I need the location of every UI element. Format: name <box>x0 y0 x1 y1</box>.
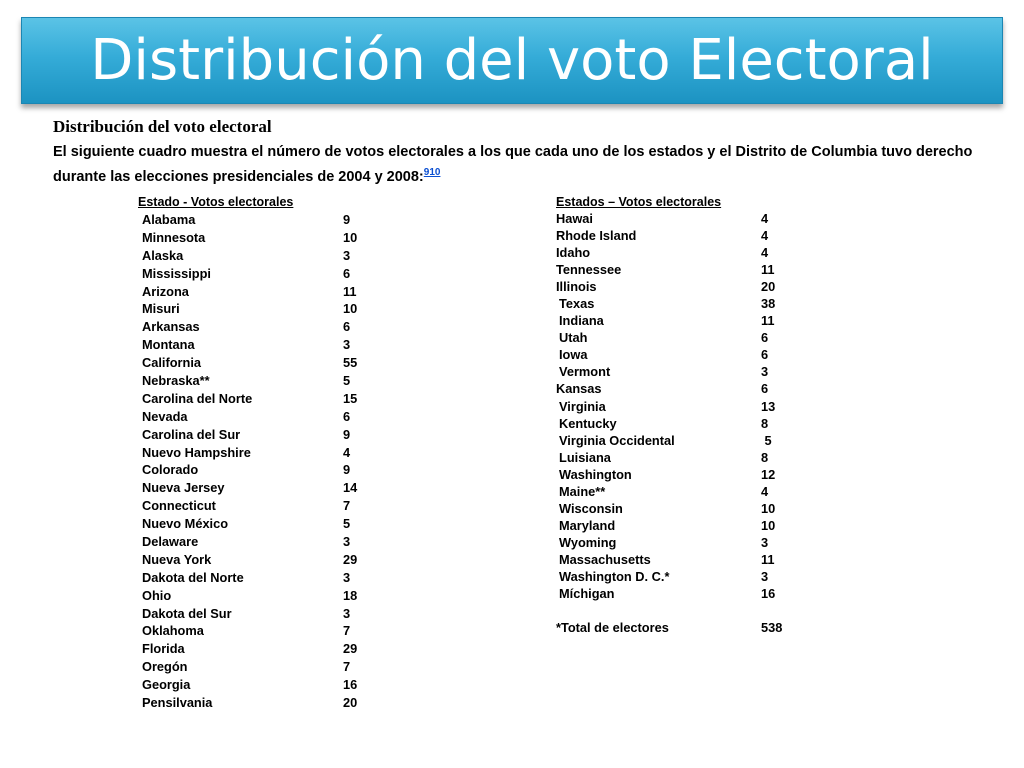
state-name: Massachusetts <box>559 551 651 567</box>
table-row <box>556 568 816 585</box>
slide-title-bar <box>21 17 1003 104</box>
table-row <box>556 346 816 363</box>
state-name: Maine** <box>559 483 606 499</box>
footnote-link[interactable]: 910 <box>423 167 441 178</box>
electoral-votes: 4 <box>761 483 769 499</box>
table-row <box>138 300 398 318</box>
table-row <box>138 426 398 444</box>
table-row <box>138 229 398 247</box>
state-name: Carolina del Sur <box>142 426 241 442</box>
state-name: Texas <box>559 296 595 312</box>
table-row <box>556 500 816 517</box>
state-name: Nebraska** <box>142 373 210 389</box>
state-name: Wisconsin <box>559 500 623 516</box>
electoral-votes: 6 <box>761 330 769 346</box>
state-name: Maryland <box>559 517 616 533</box>
electoral-votes: 3 <box>761 568 769 584</box>
electoral-votes: 6 <box>343 408 351 424</box>
electoral-votes: 5 <box>343 373 351 389</box>
table-row <box>138 640 398 658</box>
state-name: Pensilvania <box>142 695 213 711</box>
electoral-votes: 5 <box>343 516 351 532</box>
right-votes-table <box>556 194 816 636</box>
state-name: Nuevo Hampshire <box>142 444 251 460</box>
left-votes-table <box>138 194 398 712</box>
electoral-votes: 10 <box>761 500 776 516</box>
right-table-body <box>556 210 816 602</box>
table-row <box>556 261 816 278</box>
table-row <box>138 497 398 515</box>
state-name: Vermont <box>559 364 611 380</box>
electoral-votes: 18 <box>343 587 358 603</box>
state-name: Míchigan <box>559 586 615 602</box>
state-name: Connecticut <box>142 498 216 514</box>
electoral-votes: 3 <box>343 534 351 550</box>
state-name: Rhode Island <box>556 228 637 244</box>
state-name: Kentucky <box>559 415 617 431</box>
electoral-votes: 29 <box>343 641 358 657</box>
state-name: Virginia <box>559 398 606 414</box>
electoral-votes: 7 <box>343 623 351 639</box>
table-row <box>556 585 816 602</box>
state-name: Wyoming <box>559 534 617 550</box>
state-name: Delaware <box>142 534 199 550</box>
electoral-votes: 3 <box>343 247 351 263</box>
table-row <box>556 312 816 329</box>
state-name: Arkansas <box>142 319 200 335</box>
table-row <box>138 408 398 426</box>
electoral-votes: 8 <box>761 415 769 431</box>
electoral-votes: 10 <box>343 301 358 317</box>
state-name: Hawai <box>556 211 593 226</box>
table-row <box>138 551 398 569</box>
state-name: Alaska <box>142 247 184 263</box>
state-name: Washington <box>559 466 632 482</box>
electoral-votes: 16 <box>343 677 358 693</box>
table-row <box>138 372 398 390</box>
state-name: Dakota del Norte <box>142 569 244 585</box>
electoral-votes: 3 <box>761 534 769 550</box>
state-name: Montana <box>142 337 195 353</box>
intro-paragraph <box>53 143 1003 187</box>
electoral-votes: 3 <box>761 364 769 380</box>
state-name: Colorado <box>142 462 199 478</box>
table-row <box>556 398 816 415</box>
table-row <box>556 278 816 295</box>
electoral-votes: 20 <box>343 695 358 711</box>
table-row <box>138 265 398 283</box>
state-name: Alabama <box>142 212 196 227</box>
section-subheading: Distribución del voto electoral <box>53 117 272 136</box>
electoral-votes: 4 <box>343 444 351 460</box>
electoral-votes: 38 <box>761 296 776 312</box>
electoral-votes: 3 <box>343 605 351 621</box>
electoral-votes: 11 <box>343 283 357 299</box>
state-name: Indiana <box>559 313 604 329</box>
table-row <box>556 380 816 397</box>
table-row <box>138 694 398 712</box>
state-name: Virginia Occidental <box>559 432 675 448</box>
state-name: Carolina del Norte <box>142 390 253 406</box>
table-row <box>138 479 398 497</box>
total-label: *Total de electores <box>556 620 669 636</box>
slide-title: Distribución del voto Electoral <box>90 28 934 93</box>
table-row <box>138 461 398 479</box>
table-row <box>556 244 816 261</box>
electoral-votes: 11 <box>761 313 775 329</box>
table-row <box>138 658 398 676</box>
table-row <box>138 283 398 301</box>
table-row <box>556 449 816 466</box>
table-row <box>138 390 398 408</box>
state-name: Mississippi <box>142 265 211 281</box>
table-row <box>138 622 398 640</box>
state-name: Ohio <box>142 587 172 603</box>
left-table-body <box>138 211 398 712</box>
table-row <box>556 227 816 244</box>
state-name: Luisiana <box>559 449 611 465</box>
table-row <box>138 533 398 551</box>
electoral-votes: 20 <box>761 279 776 295</box>
left-table-header: Estado - Votos electorales <box>138 195 294 209</box>
electoral-votes: 4 <box>761 245 769 261</box>
table-row <box>138 247 398 265</box>
electoral-votes: 7 <box>343 498 351 514</box>
table-row <box>138 676 398 694</box>
state-name: Misuri <box>142 301 180 317</box>
state-name: Nevada <box>142 408 188 424</box>
table-row <box>138 605 398 623</box>
electoral-votes: 10 <box>761 517 776 533</box>
state-name: Florida <box>142 641 185 657</box>
total-value: 538 <box>761 620 783 636</box>
table-row <box>556 466 816 483</box>
table-row <box>138 569 398 587</box>
table-row <box>138 515 398 533</box>
table-row <box>138 587 398 605</box>
state-name: Kansas <box>556 381 602 397</box>
electoral-votes: 6 <box>761 381 769 397</box>
table-row <box>556 551 816 568</box>
electoral-votes: 5 <box>761 432 772 448</box>
electoral-votes: 3 <box>343 569 351 585</box>
state-name: Nueva York <box>142 551 212 567</box>
table-row <box>556 363 816 380</box>
electoral-votes: 6 <box>343 319 351 335</box>
electoral-votes: 4 <box>761 211 769 226</box>
state-name: Arizona <box>142 283 189 299</box>
total-electors-row <box>556 619 816 636</box>
state-name: Utah <box>559 330 588 346</box>
state-name: Washington D. C.* <box>559 568 670 584</box>
state-name: Idaho <box>556 245 591 261</box>
electoral-votes: 9 <box>343 462 351 478</box>
electoral-votes: 3 <box>343 337 351 353</box>
table-row <box>556 534 816 551</box>
state-name: Illinois <box>556 279 597 295</box>
state-name: Georgia <box>142 677 191 693</box>
state-name: Oklahoma <box>142 623 204 639</box>
table-row <box>556 210 816 227</box>
table-row <box>556 295 816 312</box>
table-row <box>138 444 398 462</box>
state-name: Nueva Jersey <box>142 480 225 496</box>
electoral-votes: 10 <box>343 229 358 245</box>
electoral-votes: 6 <box>343 265 351 281</box>
electoral-votes: 55 <box>343 355 358 371</box>
electoral-votes: 13 <box>761 398 776 414</box>
state-name: California <box>142 355 202 371</box>
table-row <box>556 517 816 534</box>
table-row <box>556 432 816 449</box>
state-name: Oregón <box>142 659 188 675</box>
intro-text: El siguiente cuadro muestra el número de votos electorales a los que cada uno de los estados y el Distrito de Columbia tuvo derecho durante las elecciones presidenciales de 2004 y 2008: <box>53 144 973 185</box>
table-row <box>556 483 816 500</box>
electoral-votes: 16 <box>761 586 776 602</box>
electoral-votes: 11 <box>761 262 775 278</box>
electoral-votes: 8 <box>761 449 769 465</box>
electoral-votes: 4 <box>761 228 769 244</box>
right-table-header: Estados – Votos electorales <box>556 195 722 209</box>
electoral-votes: 11 <box>761 551 775 567</box>
electoral-votes: 14 <box>343 480 358 496</box>
electoral-votes: 9 <box>343 426 351 442</box>
table-row <box>138 211 398 229</box>
state-name: Minnesota <box>142 229 206 245</box>
electoral-votes: 6 <box>761 347 769 363</box>
state-name: Tennessee <box>556 262 622 278</box>
electoral-votes: 15 <box>343 390 358 406</box>
table-row <box>556 415 816 432</box>
electoral-votes: 29 <box>343 551 358 567</box>
state-name: Iowa <box>559 347 588 363</box>
electoral-votes: 12 <box>761 466 776 482</box>
table-row <box>138 354 398 372</box>
electoral-votes: 7 <box>343 659 351 675</box>
state-name: Dakota del Sur <box>142 605 232 621</box>
table-row <box>556 329 816 346</box>
table-row <box>138 336 398 354</box>
table-row <box>138 318 398 336</box>
state-name: Nuevo México <box>142 516 229 532</box>
electoral-votes: 9 <box>343 212 351 227</box>
